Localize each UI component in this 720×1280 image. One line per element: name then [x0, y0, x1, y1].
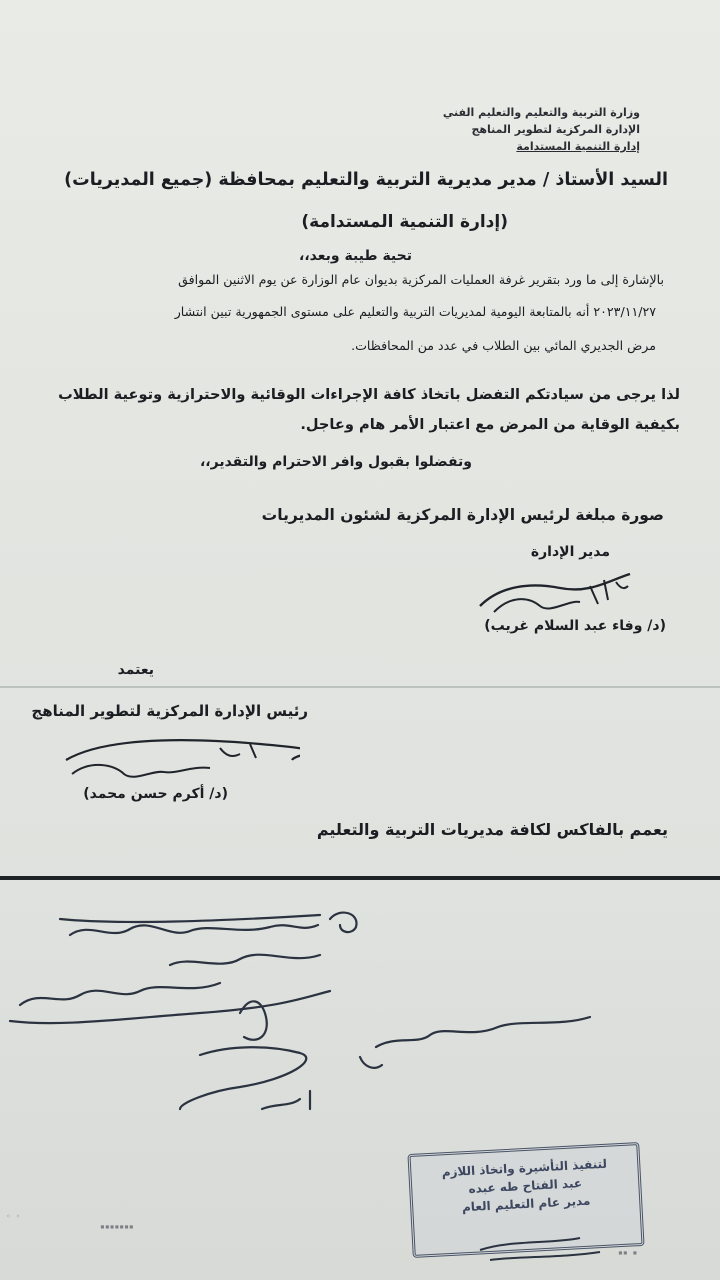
handwritten-annotation [0, 895, 720, 1175]
request-line-2: بكيفية الوقاية من المرض مع اعتبار الأمر هام وعاجل. [300, 416, 680, 433]
stamp-line-2: عبد الفتاح طه عبده [468, 1176, 583, 1196]
signature-2 [60, 730, 300, 788]
body-line-1: بالإشارة إلى ما ورد بتقرير غرفة العمليات المركزية بديوان عام الوزارة عن يوم الاثنين الموافق [178, 272, 664, 287]
divider-line [0, 876, 720, 880]
addressee-department: (إدارة التنمية المستدامة) [301, 212, 508, 232]
distribution-line: يعمم بالفاكس لكافة مديريات التربية والتعليم [316, 820, 668, 839]
signatory-name: (د/ وفاء عبد السلام غريب) [484, 618, 666, 634]
letterhead [400, 104, 640, 155]
central-admin-name: الإدارة المركزية لتطوير المناهج [471, 123, 640, 136]
signature-1 [470, 566, 640, 622]
cc-line: صورة مبلغة لرئيس الإدارة المركزية لشئون المديريات [261, 506, 664, 524]
fax-mark-right: ▪▪ ▪ [618, 1248, 638, 1257]
approval-label: يعتمد [117, 662, 154, 678]
stamp-line-3: مدير عام التعليم العام [461, 1193, 591, 1215]
stamp-line-1: لتنفيذ التأشيرة واتخاذ اللازم [441, 1156, 608, 1180]
stamp-signature [470, 1230, 610, 1270]
approval-title: رئيس الإدارة المركزية لتطوير المناهج [31, 702, 308, 720]
department-name: إدارة التنمية المستدامة [516, 140, 640, 153]
approval-name: (د/ أكرم حسن محمد) [83, 786, 228, 802]
fax-mark-left: ◦ ◦ [6, 1212, 21, 1221]
greeting: تحية طيبة وبعد،، [299, 248, 412, 264]
fax-mark-center: ▪▪▪▪▪▪▪ [100, 1222, 134, 1231]
signatory-title: مدير الإدارة [530, 544, 610, 560]
addressee-line: السيد الأستاذ / مدير مديرية التربية والتعليم بمحافظة (جميع المديريات) [64, 170, 668, 190]
request-line-1: لذا يرجى من سيادتكم التفضل باتخاذ كافة الإجراءات الوقائية والاحترازية وتوعية الطلاب [58, 386, 680, 403]
closing-line: وتفضلوا بقبول وافر الاحترام والتقدير،، [199, 454, 472, 470]
paper-fold [0, 686, 720, 688]
body-line-3: مرض الجديري المائي بين الطلاب في عدد من المحافظات. [351, 338, 656, 353]
ministry-name: وزارة التربية والتعليم والتعليم الفني [442, 106, 640, 119]
body-line-2: ٢٠٢٣/١١/٢٧ أنه بالمتابعة اليومية لمديريات التربية والتعليم على مستوى الجمهورية تبين انتشار [174, 304, 656, 319]
